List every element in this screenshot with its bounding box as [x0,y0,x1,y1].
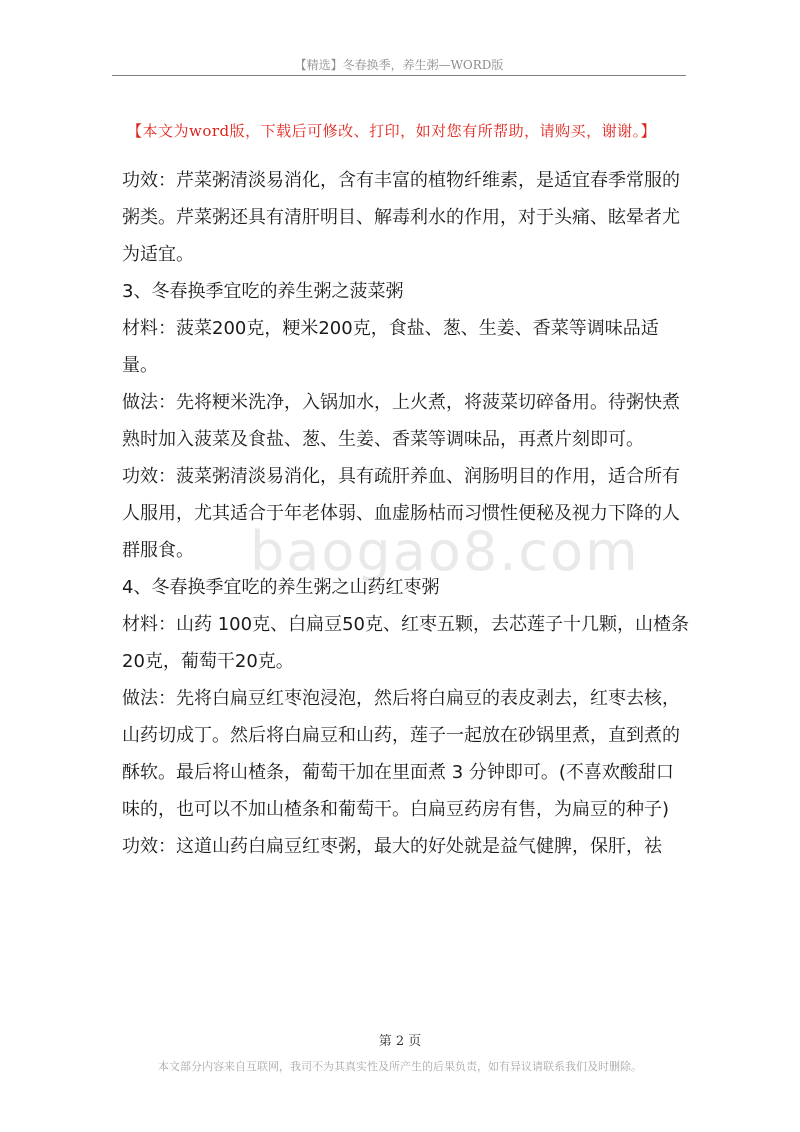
page-header: 【精选】冬春换季，养生粥—WORD版 [294,58,504,72]
paragraph-spinach-method: 做法：先将粳米洗净，入锅加水，上火煮，将菠菜切碎备用。待粥快煮熟时加入菠菜及食盐、葱、生姜、香菜等调味品，再煮片刻即可。 [122,392,680,450]
page-footer-disclaimer: 本文部分内容来自互联网，我司不为其真实性及所产生的后果负责，如有异议请联系我们及时删除。 [158,1060,642,1073]
article-body [122,162,690,865]
header-divider [112,75,686,76]
page-number: 第 2 页 [378,1034,422,1049]
section-heading-spinach: 3、冬春换季宜吃的养生粥之菠菜粥 [122,281,404,302]
paragraph-spinach-ingredients: 材料：菠菜200克，粳米200克，食盐、葱、生姜、香菜等调味品适量。 [122,318,659,376]
watermark: baogao8.com [250,520,640,583]
download-notice: 【本文为word版，下载后可修改、打印，如对您有所帮助，请购买，谢谢。】 [127,122,657,140]
section-heading-yam-date: 4、冬春换季宜吃的养生粥之山药红枣粥 [122,577,440,598]
paragraph-celery-effect: 功效：芹菜粥清淡易消化，含有丰富的植物纤维素，是适宜春季常服的粥类。芹菜粥还具有清肝明目、解毒利水的作用，对于头痛、眩晕者尤为适宜。 [122,170,680,265]
paragraph-yam-ingredients: 材料：山药 100克、白扁豆50克、红枣五颗，去芯莲子十几颗，山楂条20克，葡萄干20克。 [122,614,689,672]
paragraph-yam-method: 做法：先将白扁豆红枣泡浸泡，然后将白扁豆的表皮剥去，红枣去核，山药切成丁。然后将白扁豆和山药，莲子一起放在砂锅里煮，直到煮的酥软。最后将山楂条，葡萄干加在里面煮 3 分钟即可。(不喜欢酸甜口味的，也可以不加山楂条和葡萄干。白扁豆药房有售，为扁豆的种子) [122,688,680,820]
paragraph-spinach-effect: 功效：菠菜粥清淡易消化，具有疏肝养血、润肠明目的作用，适合所有人服用，尤其适合于年老体弱、血虚肠枯而习惯性便秘及视力下降的人群服食。 [122,466,680,561]
paragraph-yam-effect: 功效：这道山药白扁豆红枣粥，最大的好处就是益气健脾，保肝，祛 [122,836,662,857]
